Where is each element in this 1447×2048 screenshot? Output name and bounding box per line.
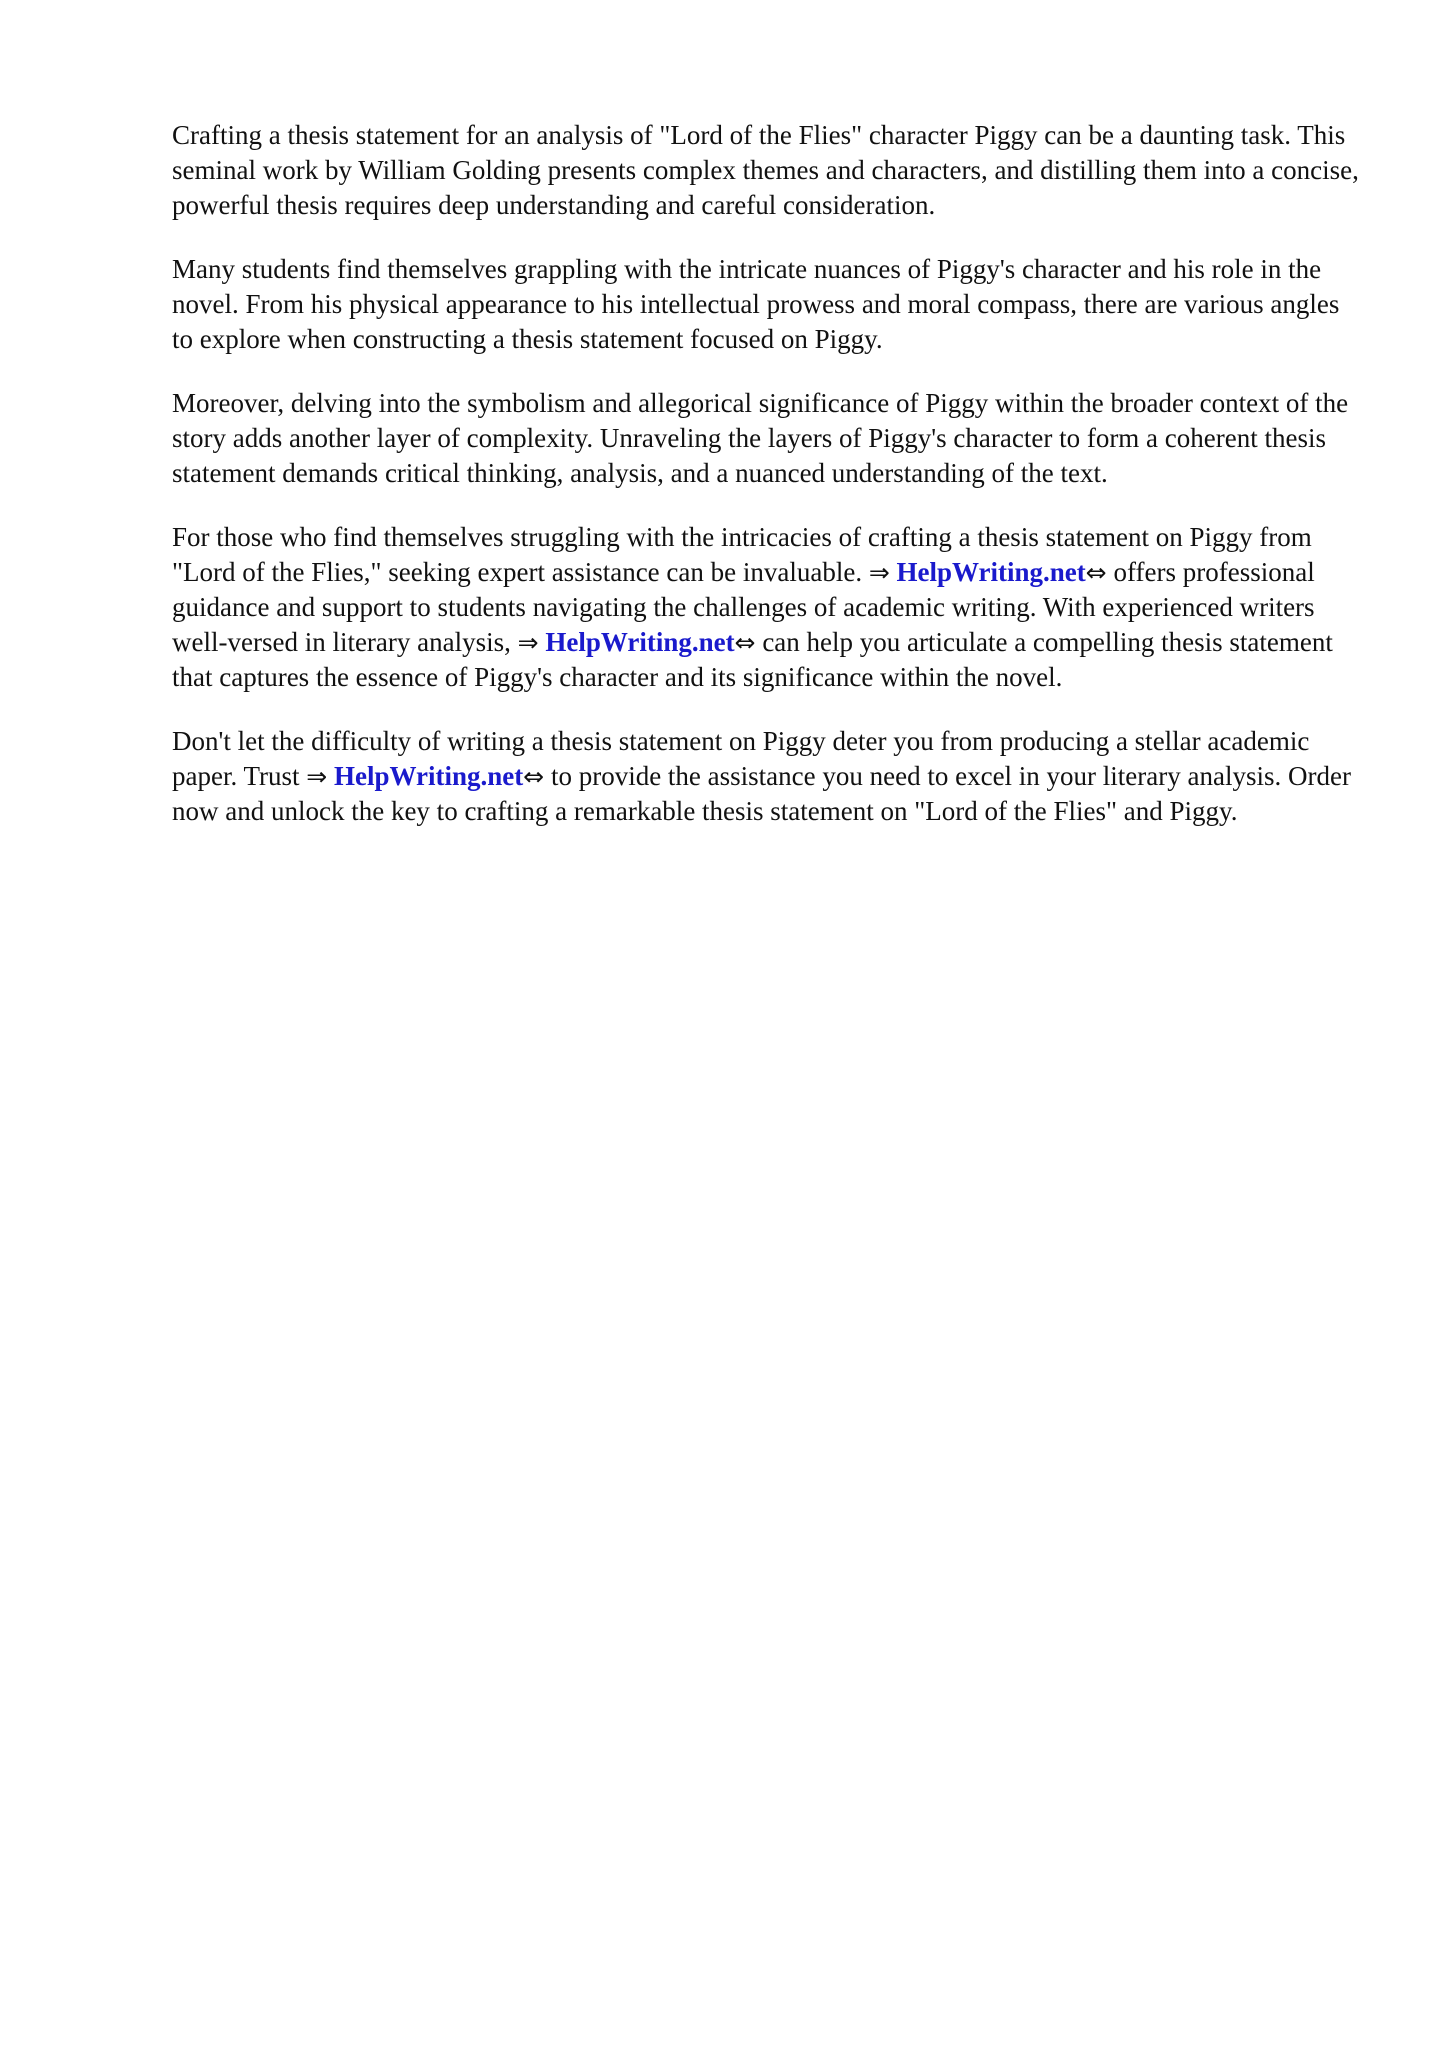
paragraph-5-text-start: Don't let the difficulty of writing a thesis statement on Piggy deter you from producing a stellar academic paper. Trust: [172, 726, 1310, 791]
double-arrow-icon: ⇔: [523, 762, 545, 791]
double-arrow-icon: ⇔: [1085, 558, 1107, 587]
helpwriting-link-1[interactable]: HelpWriting.net: [896, 557, 1086, 587]
paragraph-4-text-start: For those who find themselves struggling with the intricacies of crafting a thesis statement on Piggy from "Lord of the Flies," seeking expert assistance can be invaluable.: [172, 522, 1312, 587]
double-arrow-icon: ⇔: [734, 628, 756, 657]
paragraph-5-text-end: to provide the assistance you need to excel in your literary analysis. Order now and unlock the key to crafting a remarkable thesis statement on "Lord of the Flies" and Piggy.: [172, 761, 1351, 826]
paragraph-5: [172, 724, 1362, 829]
right-arrow-icon: ⇒: [306, 762, 328, 791]
paragraph-4-text-middle: offers professional guidance and support to students navigating the challenges of academic writing. With experienced writers well-versed in literary analysis,: [172, 557, 1315, 657]
right-arrow-icon: ⇒: [868, 558, 890, 587]
paragraph-2: Many students find themselves grappling with the intricate nuances of Piggy's character and his role in the novel. From his physical appearance to his intellectual prowess and moral compass, there are various angles to explore when constructing a thesis statement focused on Piggy.: [172, 254, 1340, 354]
paragraph-4-text-end: can help you articulate a compelling thesis statement that captures the essence of Piggy's character and its significance within the novel.: [172, 627, 1333, 692]
helpwriting-link-2[interactable]: HelpWriting.net: [545, 627, 735, 657]
right-arrow-icon: ⇒: [517, 628, 539, 657]
helpwriting-link-3[interactable]: HelpWriting.net: [333, 761, 524, 791]
paragraph-3: Moreover, delving into the symbolism and allegorical significance of Piggy within the broader context of the story adds another layer of complexity. Unraveling the layers of Piggy's character to form a coherent thesis statement demands critical thinking, analysis, and a nuanced understanding of the text.: [172, 388, 1349, 488]
document-body: [172, 118, 1362, 858]
paragraph-4: [172, 520, 1362, 695]
paragraph-1: Crafting a thesis statement for an analysis of "Lord of the Flies" character Piggy can be a daunting task. This seminal work by William Golding presents complex themes and characters, and distilling them into a concise, powerful thesis requires deep understanding and careful consideration.: [172, 120, 1359, 220]
